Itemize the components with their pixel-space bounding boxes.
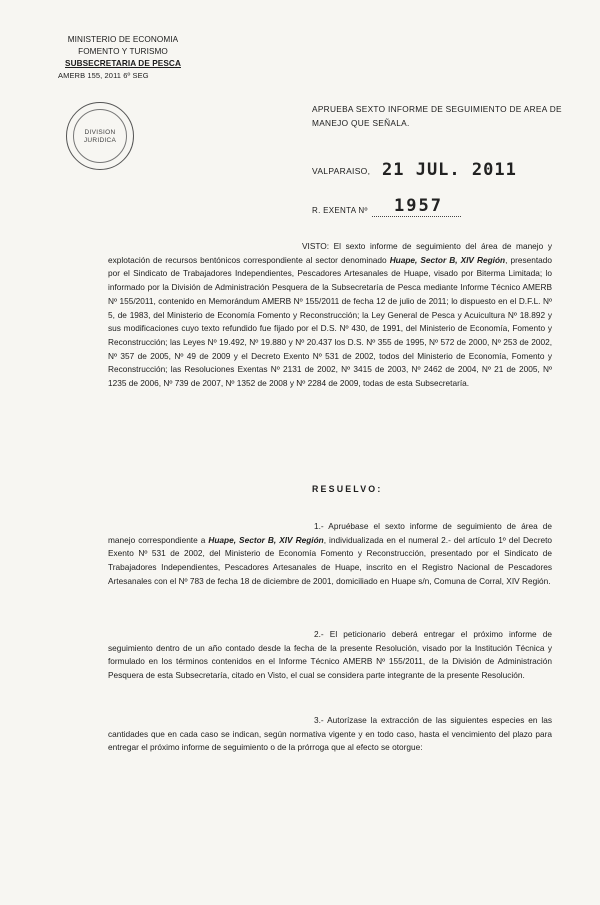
item1-text-2: , individualizada en el numeral 2.- del artículo 1º del Decreto Exento Nº 531 de 2002, del Ministerio de Economía Fomento y Reconstrucción, presentado por el Sindicato de Trabajadores Independientes, Pescadores Artesanales de Huape, inscrito en el Registro Nacional de Pescadores Artesanales con el Nº 783 de fecha 18 de diciembre de 2001, domiciliado en Huape s/n, Comuna de Corral, XIV Región. [108,534,552,586]
ministry-name: MINISTERIO DE ECONOMIA [67,35,179,44]
resolution-title: APRUEBA SEXTO INFORME DE SEGUIMIENTO DE AREA DE MANEJO QUE SEÑALA. [312,104,562,128]
stamp-center-text [67,129,133,145]
official-seal-stamp [66,102,134,170]
reference-code: AMERB 155, 2011 6º SEG [58,71,149,80]
resolution-item-3: 3.- Autorízase la extracción de las siguientes especies en las cantidades que en cada caso se indican, según normativa vigente y en todo caso, hasta el vencimiento del plazo para entregar el próximo informe de seguimiento o de la prórroga que al efecto se otorgue: [108,715,552,753]
exenta-label: R. EXENTA Nº [312,206,368,215]
stamp-line-1: DIVISION [84,129,116,136]
visto-text-1: VISTO: El sexto informe de seguimiento del área de manejo y explotación de recursos bentónicos correspondiente al sector denominado [108,241,552,265]
item1-sector: Huape, Sector B, XIV Región [208,534,324,545]
letterhead [58,34,188,82]
place-label: VALPARAISO, [312,166,371,176]
exenta-number: 1957 [372,196,461,217]
exenta-line [312,196,512,218]
stamped-date: 21 JUL. 2011 [382,160,517,180]
item1-text-1: 1.- Apruébase el sexto informe de seguimiento de área de manejo correspondiente a [108,521,552,545]
date-line [312,160,582,186]
visto-text-2: , presentado por el Sindicato de Trabajadores Independientes, Pescadores Artesanales de Huape, visado por Biterma Limitada; lo informado por la División de Administración Pesquera de la Subsecretaría de Pesca mediante Informe Técnico AMERB Nº 155/2011, contenido en Memorándum AMERB Nº 155/2011 de fecha 12 de julio de 2011; lo dispuesto en el D.F.L. Nº 5, de 1983, del Ministerio de Economía Fomento y Reconstrucción; la Ley General de Pesca y Acuicultura Nº 18.892 y sus modificaciones cuyo texto refundido fue fijado por el D.S. Nº 430, de 1991, del Ministerio de Economía, Fomento y Reconstrucción; las Leyes Nº 19.492, Nº 19.880 y Nº 20.437 los D.S. Nº 355 de 1995, Nº 572 de 2000, Nº 253 de 2002, Nº 357 de 2005, Nº 49 de 2009 y el Decreto Exento Nº 531 de 2002, todos del Ministerio de Economía, Fomento y Reconstrucción; las Resoluciones Exentas Nº 2131 de 2002, Nº 3415 de 2003, Nº 2462 de 2004, Nº 21 de 2005, Nº 1235 de 2006, Nº 739 de 2007, Nº 1352 de 2008 y Nº 2284 de 2009, todas de esta Subsecretaría. [108,254,552,389]
ministry-subtitle: FOMENTO Y TURISMO [78,47,168,56]
resolution-item-1 [108,520,552,589]
stamp-line-2: JURIDICA [83,137,117,144]
visto-paragraph [108,240,552,391]
subsecretaria-name: SUBSECRETARIA DE PESCA [65,59,181,68]
visto-sector: Huape, Sector B, XIV Región [389,254,506,265]
resuelvo-heading: RESUELVO: [312,484,383,494]
resolution-item-2: 2.- El peticionario deberá entregar el próximo informe de seguimiento dentro de un año contado desde la fecha de la presente Resolución, visado por la Institución Técnica y formulado en los términos contenidos en el Informe Técnico AMERB Nº 155/2011, de la División de Administración Pesquera de esta Subsecretaría, citado en Visto, el cual se considera parte integrante de la presente Resolución. [108,629,552,681]
